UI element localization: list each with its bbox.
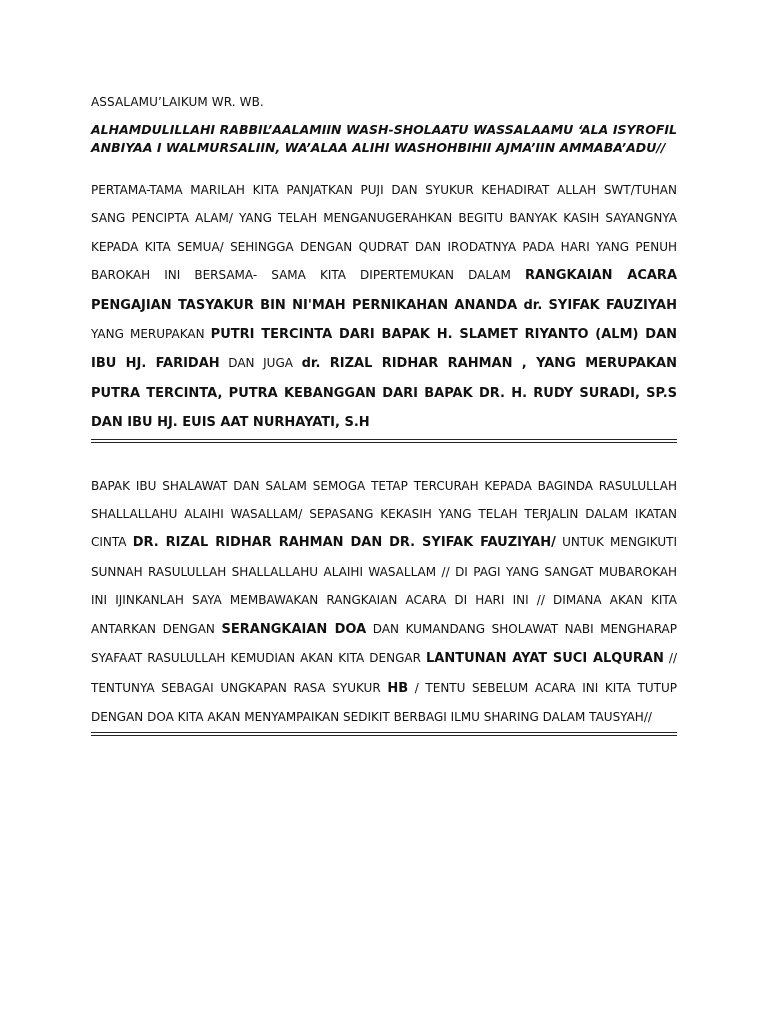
- text-run-bold: RANGKAIAN ACARA PENGAJIAN TASYAKUR BIN NI'MAH PERNIKAHAN ANANDA dr. SYIFAK FAUZIYAH: [91, 268, 678, 313]
- text-run-bold: SERANGKAIAN DOA: [221, 621, 367, 637]
- paragraph-opening: [91, 176, 677, 438]
- document-page: [91, 94, 677, 736]
- text-run: PERTAMA-TAMA MARILAH KITA PANJATKAN PUJI DAN SYUKUR KEHADIRAT ALLAH SWT/TUHAN SANG PENCIPTA ALAM/ YANG TELAH MENGANUGERAHKAN BEGITU BANYAK KASIH SAYANGNYA KEPADA KITA SEMUA/ SEHINGGA DENGAN QUDRAT DAN IRODATNYA PADA HARI YANG PENUH BAROKAH INI BERSAMA- SAMA KITA DIPERTEMUKAN DALAM: [91, 183, 677, 283]
- paragraph-shalawat: [91, 472, 677, 732]
- text-run-bold: PUTRI TERCINTA DARI BAPAK H. SLAMET RIYANTO (ALM) DAN IBU HJ. FARIDAH: [91, 327, 678, 372]
- opening-prayer: ALHAMDULILLAHI RABBIL’AALAMIIN WASH-SHOLAATU WASSALAAMU ‘ALA ISYROFIL ANBIYAA I WALMURSALIIN, WA’ALAA ALIHI WASHOHBIHII AJMA’IIN AMMABA’ADU//: [91, 122, 677, 155]
- text-run-bold: dr. RIZAL RIDHAR RAHMAN , YANG MERUPAKAN PUTRA TERCINTA, PUTRA KEBANGGAN DARI BAPAK DR. H. RUDY SURADI, SP.S DAN IBU HJ. EUIS AAT NURHAYATI, S.H: [91, 356, 677, 431]
- text-run-bold: HB: [387, 680, 409, 696]
- text-run-bold: DR. RIZAL RIDHAR RAHMAN DAN DR. SYIFAK FAUZIYAH/: [132, 535, 556, 551]
- text-run: YANG MERUPAKAN: [91, 327, 211, 342]
- text-run: UNTUK MENGIKUTI SUNNAH RASULULLAH SHALLALLAHU ALAIHI WASALLAM // DI PAGI YANG SANGAT MUBAROKAH INI IJINKANLAH SAYA MEMBAWAKAN RANGKAIAN ACARA DI HARI INI // DIMANA AKAN KITA ANTARKAN DENGAN: [91, 535, 677, 636]
- greeting-salam: ASSALAMU’LAIKUM WR. WB.: [91, 95, 264, 109]
- text-run: / TENTU SEBELUM ACARA INI KITA TUTUP DENGAN DOA KITA AKAN MENYAMPAIKAN SEDIKIT BERBAGI ILMU SHARING DALAM TAUSYAH//: [91, 680, 677, 724]
- text-run: DAN JUGA: [219, 356, 302, 371]
- text-run: // TENTUNYA SEBAGAI UNGKAPAN RASA SYUKUR: [91, 651, 677, 695]
- double-rule-divider: [91, 732, 677, 736]
- text-run: BAPAK IBU SHALAWAT DAN SALAM SEMOGA TETAP TERCURAH KEPADA BAGINDA RASULULLAH SHALLALLAHU ALAIHI WASALLAM/ SEPASANG KEKASIH YANG TELAH TERJALIN DALAM IKATAN CINTA: [91, 478, 677, 550]
- text-run: DAN KUMANDANG SHOLAWAT NABI MENGHARAP SYAFAAT RASULULLAH KEMUDIAN AKAN KITA DENGAR: [91, 621, 677, 666]
- text-run-bold: LANTUNAN AYAT SUCI ALQURAN: [425, 651, 664, 667]
